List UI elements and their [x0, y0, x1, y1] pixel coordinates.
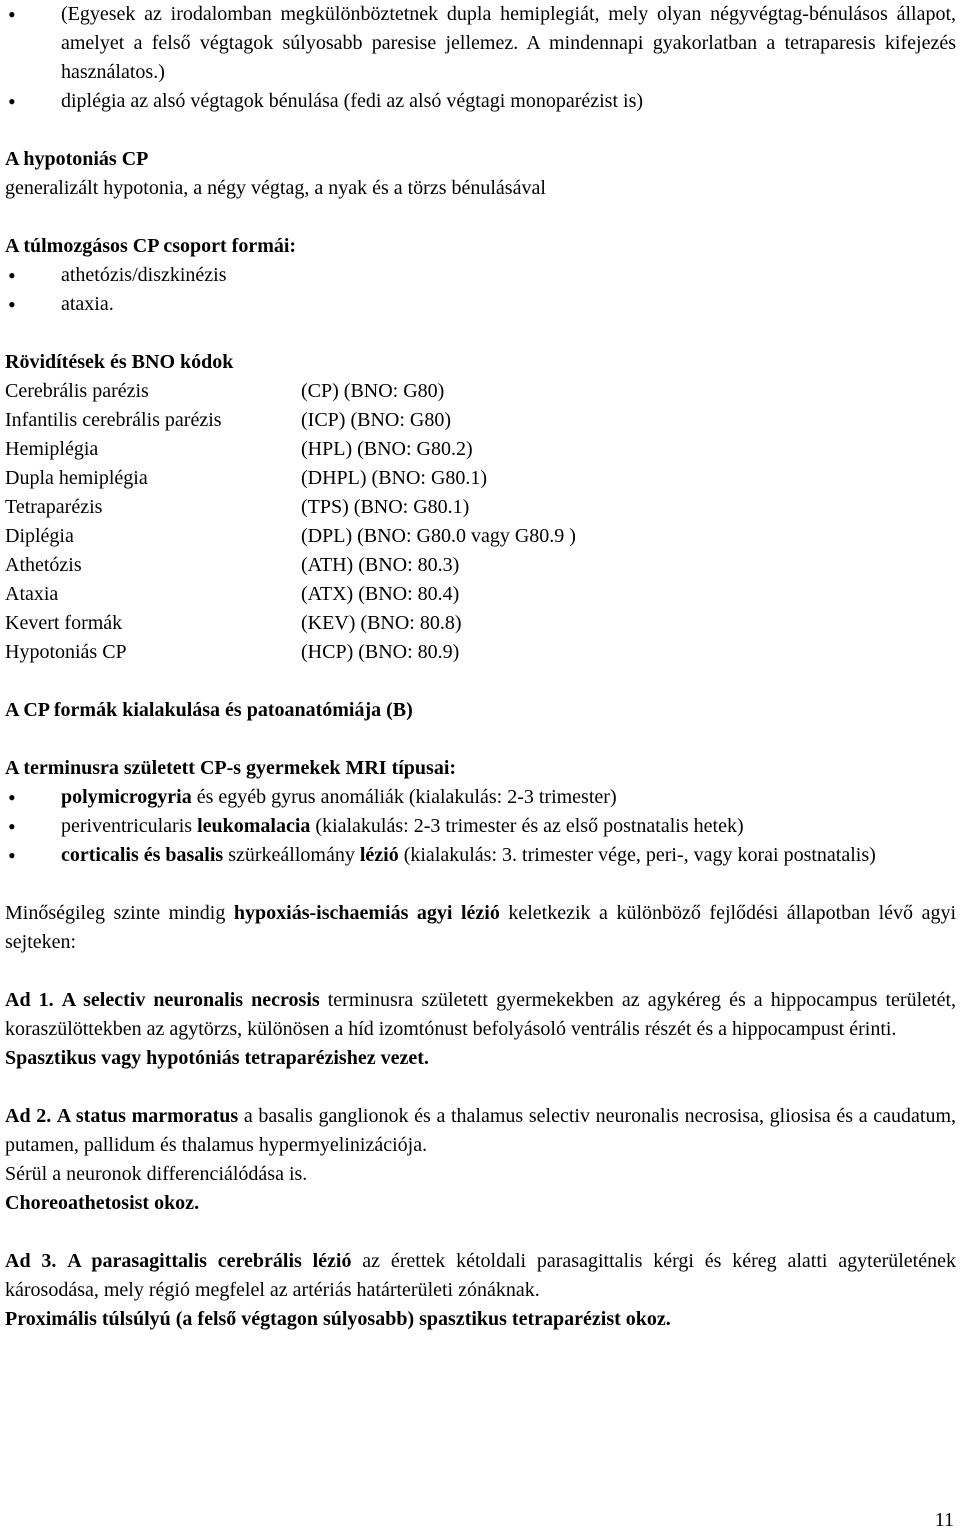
table-row — [5, 609, 576, 638]
abbr-code: (CP) (BNO: G80) — [301, 380, 445, 402]
abbr-code: (HCP) (BNO: 80.9) — [301, 641, 460, 663]
table-row — [5, 522, 576, 551]
page-number: 11 — [934, 1509, 954, 1531]
abbr-code: (ATH) (BNO: 80.3) — [301, 554, 460, 576]
list-item: • periventricularis leukomalacia (kialakulás: 2-3 trimester és az első postnatalis hetek) — [5, 812, 956, 841]
abbreviations-heading: Rövidítések és BNO kódok — [5, 351, 234, 373]
list-item: • polymicrogyria és egyéb gyrus anomáliák (kialakulás: 2-3 trimester) — [5, 783, 956, 812]
list-item: • athetózis/diszkinézis — [5, 261, 956, 290]
hyperkinetic-forms-list — [5, 261, 956, 319]
abbr-code: (DHPL) (BNO: G80.1) — [301, 467, 488, 489]
ad3-paragraph: Ad 3. A parasagittalis cerebrális lézió az érettek kétoldali parasagittalis kérgi és kéreg alatti agyterületének károsodása, mely régió megfelel az artériás határterületi zónáknak. — [5, 1250, 956, 1301]
list-item: • diplégia az alsó végtagok bénulása (fedi az alsó végtagi monoparézist is) — [5, 87, 956, 116]
abbr-code: (DPL) (BNO: G80.0 vagy G80.9 ) — [301, 525, 576, 547]
ad2-conclusion: Choreoathetosist okoz. — [5, 1192, 200, 1214]
table-row — [5, 435, 576, 464]
abbr-term: Dupla hemiplégia — [5, 467, 148, 489]
continued-bullet-list — [5, 0, 956, 116]
abbr-term: Athetózis — [5, 554, 82, 576]
table-row — [5, 493, 576, 522]
table-row — [5, 551, 576, 580]
abbr-term: Hypotoniás CP — [5, 641, 127, 663]
abbr-code: (TPS) (BNO: G80.1) — [301, 496, 470, 518]
abbr-code: (ICP) (BNO: G80) — [301, 409, 451, 431]
hyperkinetic-cp-heading: A túlmozgásos CP csoport formái: — [5, 235, 297, 257]
ad1-paragraph: Ad 1. A selectiv neuronalis necrosis terminusra született gyermekekben az agykéreg és a hippocampus területét, koraszülöttekben az agytörzs, különösen a híd izomtónust befolyásoló ventrális részét és a hippocampust érinti. — [5, 989, 956, 1040]
abbr-term: Kevert formák — [5, 612, 123, 634]
table-row — [5, 464, 576, 493]
quality-paragraph: Minőségileg szinte mindig hypoxiás-ischaemiás agyi lézió keletkezik a különböző fejlődési állapotban lévő agyi sejteken: — [5, 902, 957, 953]
abbr-term: Tetraparézis — [5, 496, 103, 518]
table-row — [5, 638, 576, 667]
abbr-term: Cerebrális parézis — [5, 380, 149, 402]
table-row — [5, 377, 576, 406]
abbreviations-table — [5, 377, 576, 667]
ad2-paragraph: Ad 2. A status marmoratus a basalis ganglionok és a thalamus selectiv neuronalis necrosisa, gliosisa és a caudatum, putamen, pallidum és thalamus hypermyelinizációja. — [5, 1105, 957, 1156]
ad3-conclusion: Proximális túlsúlyú (a felső végtagon súlyosabb) spasztikus tetraparézist okoz. — [5, 1308, 671, 1330]
abbr-code: (ATX) (BNO: 80.4) — [301, 583, 460, 605]
list-item: • ataxia. — [5, 290, 956, 319]
abbr-term: Infantilis cerebrális parézis — [5, 409, 222, 431]
abbr-term: Ataxia — [5, 583, 59, 605]
mri-types-heading: A terminusra született CP-s gyermekek MRI típusai: — [5, 757, 457, 779]
table-row — [5, 406, 576, 435]
list-item: • (Egyesek az irodalomban megkülönböztetnek dupla hemiplegiát, mely olyan négyvégtag-bénulásos állapot, amelyet a felső végtagok súlyosabb paresise jellemez. A mindennapi gyakorlatban a tetraparesis kifejezés használatos.) — [5, 0, 956, 87]
hypotonic-cp-heading: A hypotoniás CP — [5, 148, 149, 170]
abbr-term: Hemiplégia — [5, 438, 99, 460]
ad2-text: Sérül a neuronok differenciálódása is. — [5, 1163, 308, 1185]
section-b-heading: A CP formák kialakulása és patoanatómiája (B) — [5, 699, 413, 721]
abbr-code: (HPL) (BNO: G80.2) — [301, 438, 473, 460]
ad1-conclusion: Spasztikus vagy hypotóniás tetraparézishez vezet. — [5, 1047, 429, 1069]
abbr-term: Diplégia — [5, 525, 74, 547]
abbr-code: (KEV) (BNO: 80.8) — [301, 612, 462, 634]
hypotonic-cp-text: generalizált hypotonia, a négy végtag, a nyak és a törzs bénulásával — [5, 177, 546, 199]
table-row — [5, 580, 576, 609]
document-page — [5, 0, 956, 1334]
list-item: • corticalis és basalis szürkeállomány lézió (kialakulás: 3. trimester vége, peri-, vagy korai postnatalis) — [5, 841, 956, 870]
mri-types-list — [5, 783, 956, 870]
